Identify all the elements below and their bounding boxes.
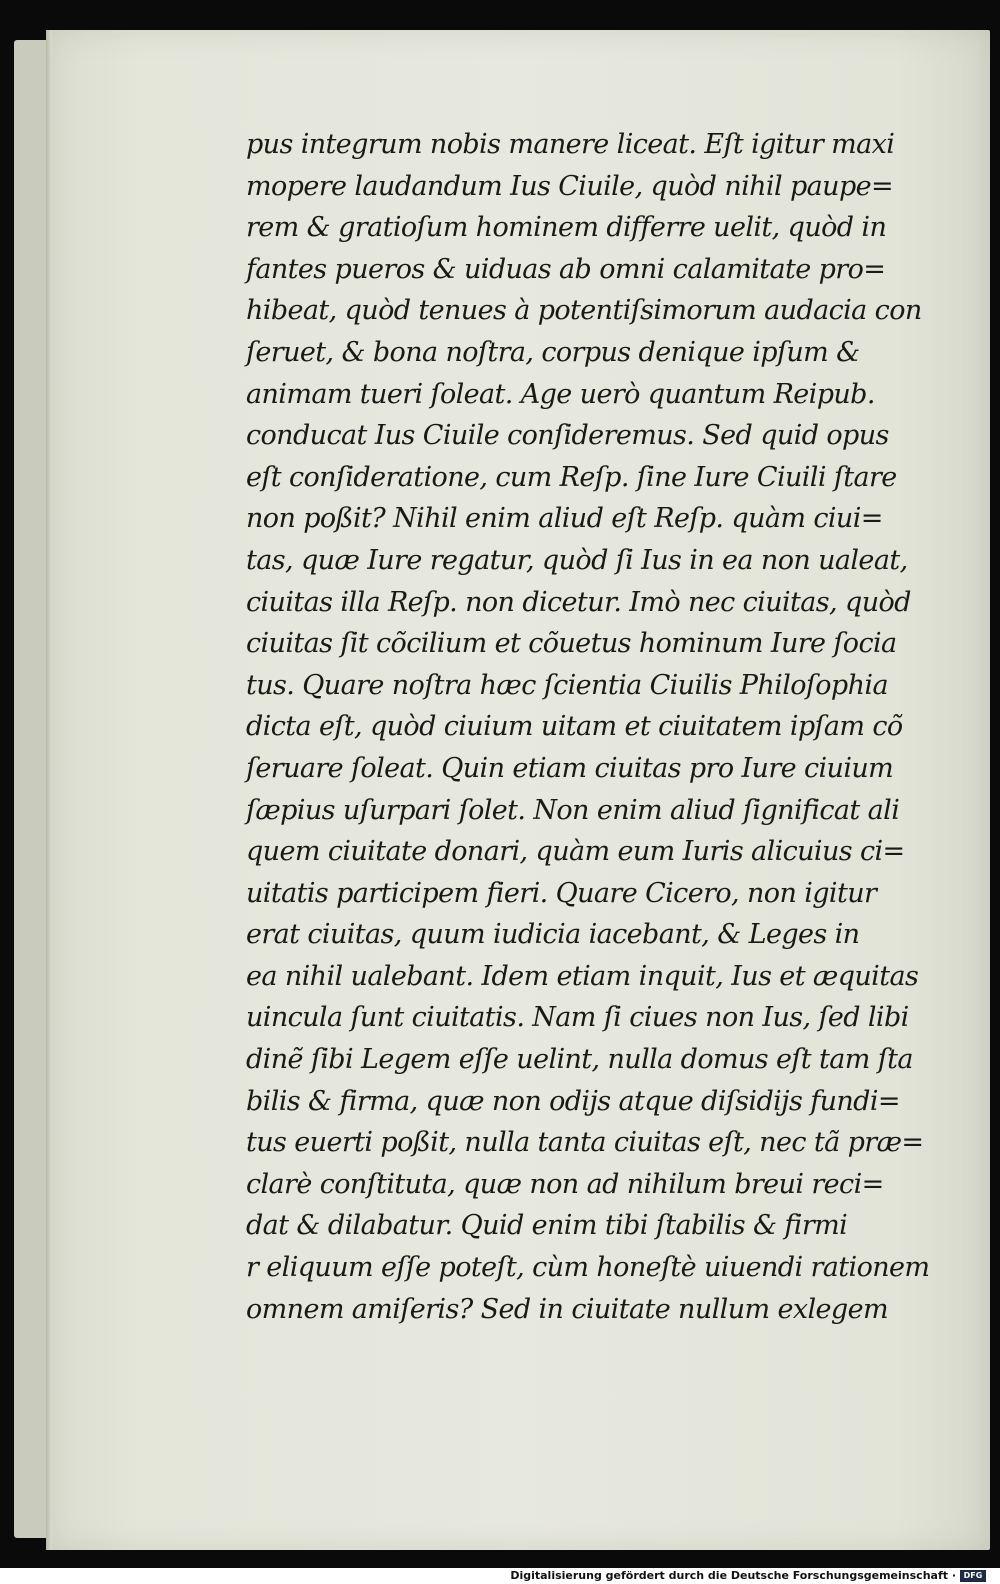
- text-line: ſeruet, & bona noſtra, corpus denique ipſum &: [246, 336, 860, 368]
- text-line: eſt conſideratione, cum Reſp. ſine Iure Ciuili ſtare: [246, 461, 897, 493]
- page-gutter-edge: [46, 30, 52, 1550]
- text-line: clarè conſtituta, quæ non ad nihilum breui reci=: [246, 1168, 884, 1200]
- text-line: quem ciuitate donari, quàm eum Iuris alicuius ci=: [246, 836, 905, 868]
- text-line: ſæpius uſurpari ſolet. Non enim aliud ſignificat ali: [246, 794, 900, 826]
- text-line: tus euerti poßit, nulla tanta ciuitas eſt, nec tã præ=: [246, 1127, 924, 1159]
- text-line: uitatis participem fieri. Quare Cicero, non igitur: [246, 877, 877, 909]
- text-line: ciuitas ſit cõcilium et cõuetus hominum Iure ſocia: [246, 628, 897, 660]
- text-line: rem & gratioſum hominem differre uelit, quòd in: [246, 212, 887, 244]
- text-line: fantes pueros & uiduas ab omni calamitate pro=: [246, 253, 886, 285]
- text-line: dicta eſt, quòd ciuium uitam et ciuitatem ipſam cõ: [246, 711, 903, 743]
- text-line: conducat Ius Ciuile conſideremus. Sed quid opus: [246, 420, 889, 452]
- text-line: bilis & firma, quæ non odijs atque diſsidijs fundi=: [246, 1085, 900, 1117]
- text-line: non poßit? Nihil enim aliud eſt Reſp. quàm ciui=: [246, 503, 883, 535]
- text-line: animam tueri ſoleat. Age uerò quantum Reipub.: [246, 378, 875, 410]
- text-block: [246, 124, 930, 1364]
- text-line: ea nihil ualebant. Idem etiam inquit, Ius et æquitas: [246, 960, 919, 992]
- text-line: ſeruare ſoleat. Quin etiam ciuitas pro Iure ciuium: [246, 752, 894, 784]
- text-line: tas, quæ Iure regatur, quòd ſi Ius in ea non ualeat,: [246, 544, 908, 576]
- text-line: tus. Quare noſtra hæc ſcientia Ciuilis Philoſophia: [246, 669, 888, 701]
- text-line: dinẽ ſibi Legem eſſe uelint, nulla domus eſt tam ſta: [246, 1044, 913, 1076]
- text-line: omnem amiſeris? Sed in ciuitate nullum exlegem: [246, 1293, 888, 1325]
- text-line: mopere laudandum Ius Ciuile, quòd nihil paupe=: [246, 170, 894, 202]
- text-line: dat & dilabatur. Quid enim tibi ſtabilis & firmi: [246, 1210, 848, 1242]
- text-line: pus integrum nobis manere liceat. Eſt igitur maxi: [246, 129, 895, 160]
- text-line: r eliquum eſſe poteſt, cùm honeſtè uiuendi rationem: [246, 1252, 930, 1284]
- text-line: hibeat, quòd tenues à potentiſsimorum audacia con: [246, 295, 922, 327]
- text-line: erat ciuitas, quum iudicia iacebant, & Leges in: [246, 919, 860, 951]
- funding-credit: Digitalisierung gefördert durch die Deutsche Forschungsgemeinschaft ·: [510, 1569, 956, 1582]
- text-line: ciuitas illa Reſp. non dicetur. Imò nec ciuitas, quòd: [246, 586, 911, 618]
- dfg-logo: DFG: [960, 1570, 986, 1582]
- text-line: uincula ſunt ciuitatis. Nam ſi ciues non Ius, ſed libi: [246, 1002, 909, 1034]
